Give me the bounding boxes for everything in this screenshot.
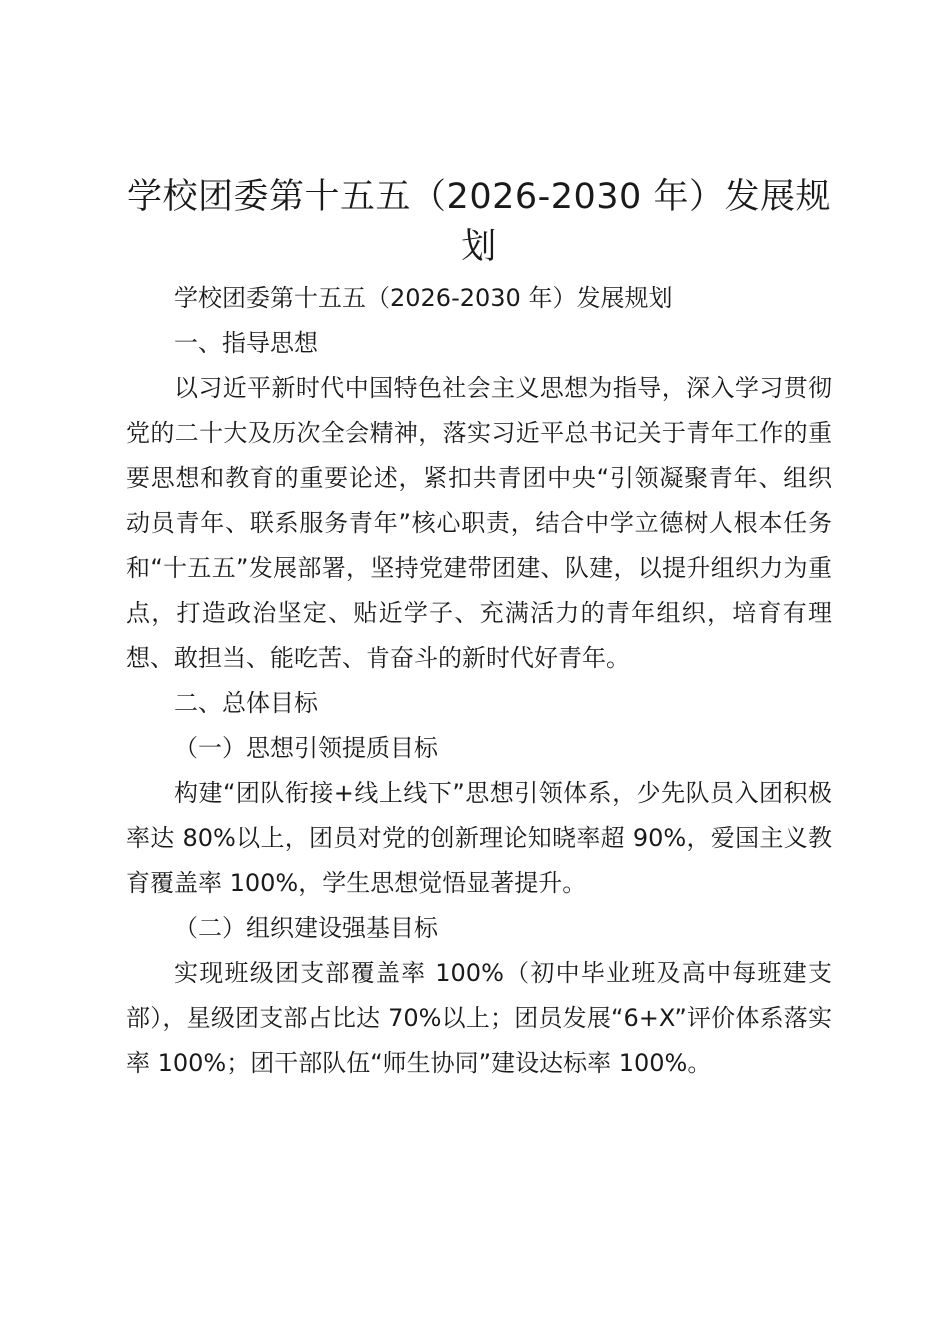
document-subtitle: 学校团委第十五五（2026-2030 年）发展规划 [174,284,673,312]
subsection-heading-organization-building: （二）组织建设强基目标 [174,914,438,942]
paragraph-guiding-ideology: 以习近平新时代中国特色社会主义思想为指导，深入学习贯彻党的二十大及历次全会精神，落实习近平总书记关于青年工作的重要思想和教育的重要论述，紧扣共青团中央“引领凝聚青年、组织动员青年、联系服务青年”核心职责，结合中学立德树人根本任务和“十五五”发展部署，坚持党建带团建、队建，以提升组织力为重点，打造政治坚定、贴近学子、充满活力的青年组织，培育有理想、敢担当、能吃苦、肯奋斗的新时代好青年。 [126,374,832,672]
section-heading-overall-goals: 二、总体目标 [174,689,318,717]
document-title: 学校团委第十五五（2026-2030 年）发展规划 [127,177,831,267]
paragraph-organization-building: 实现班级团支部覆盖率 100%（初中毕业班及高中每班建支部），星级团支部占比达 70%以上；团员发展“6+X”评价体系落实率 100%；团干部队伍“师生协同”建设达标率 100%。 [126,959,832,1077]
subsection-heading-ideological-guidance: （一）思想引领提质目标 [174,734,438,762]
paragraph-ideological-guidance: 构建“团队衔接+线上线下”思想引领体系，少先队员入团积极率达 80%以上，团员对党的创新理论知晓率超 90%，爱国主义教育覆盖率 100%，学生思想觉悟显著提升。 [126,779,832,897]
section-heading-guiding-ideology: 一、指导思想 [174,329,318,357]
